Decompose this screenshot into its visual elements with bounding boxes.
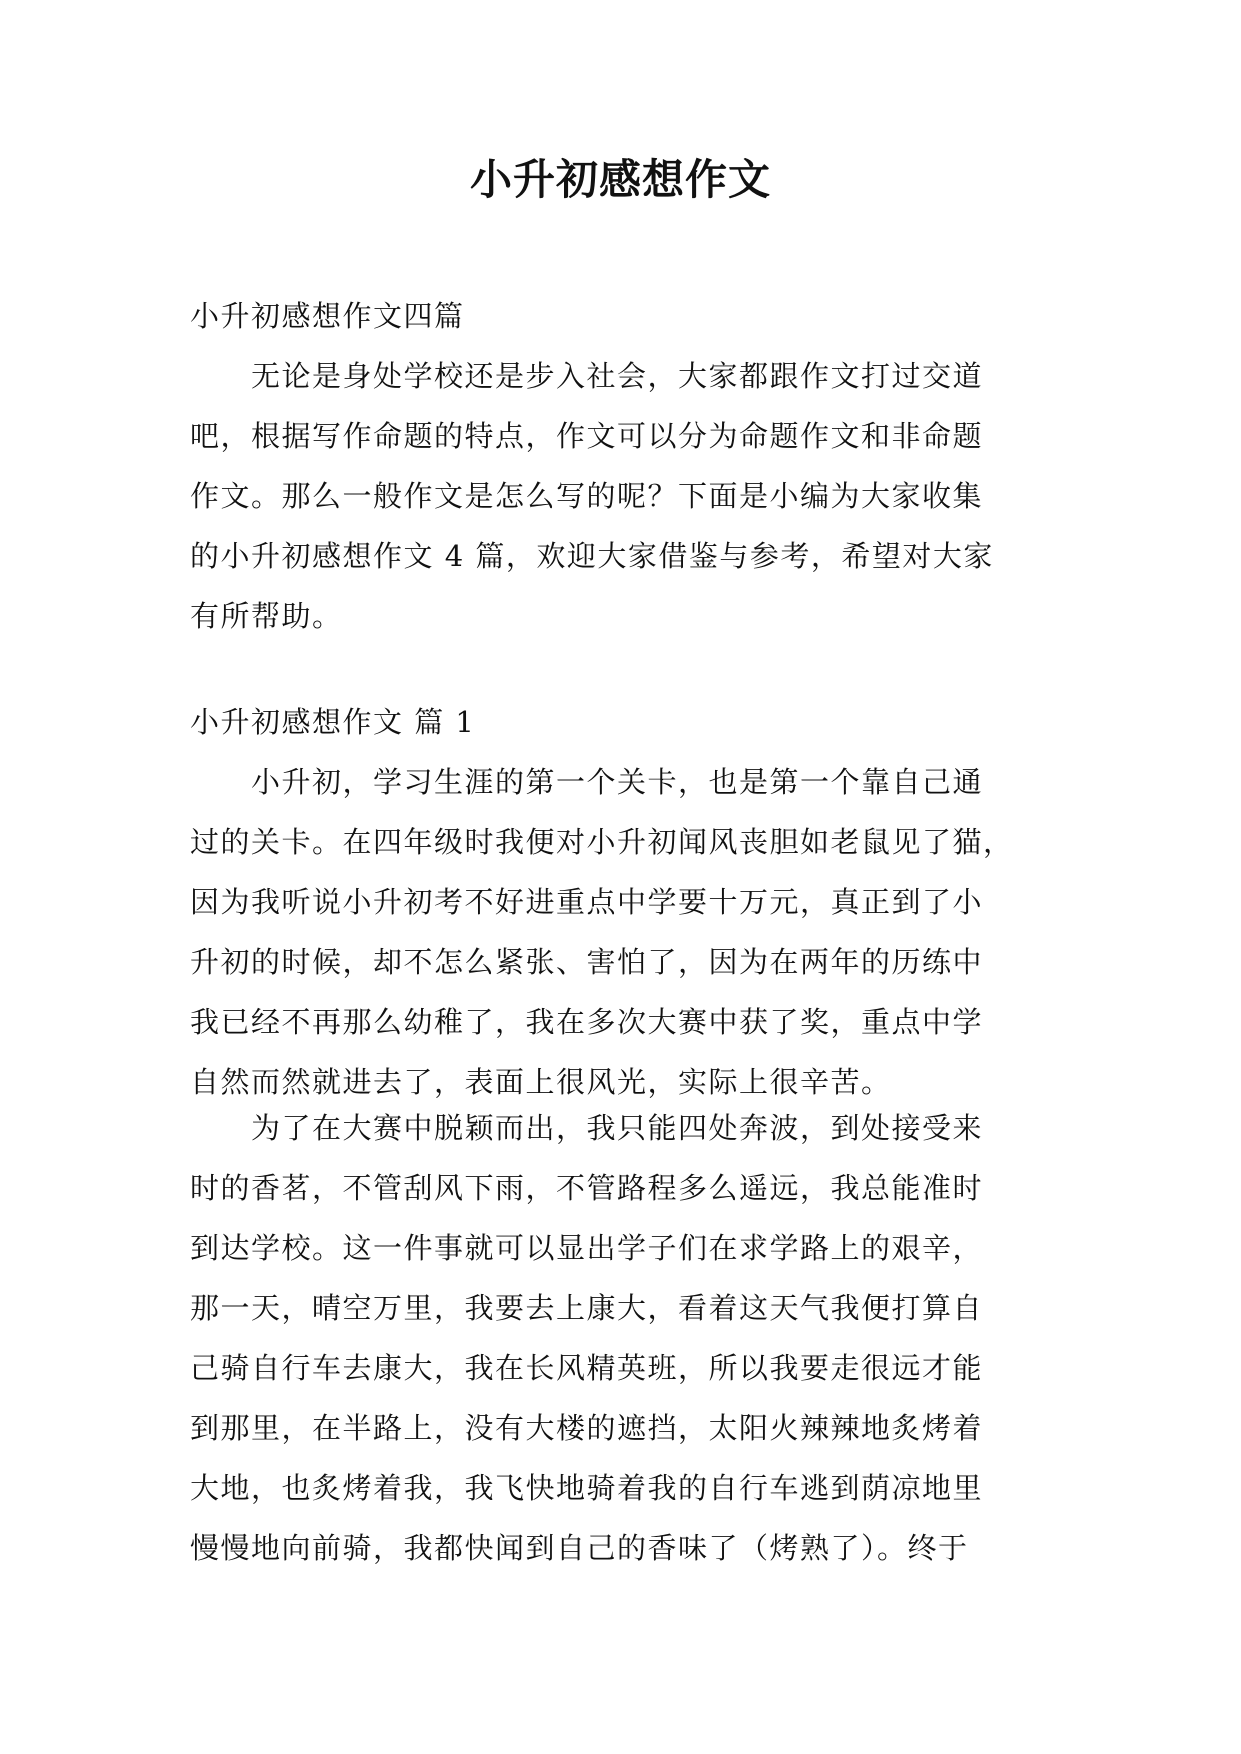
paragraph-line: 那一天，晴空万里，我要去上康大，看着这天气我便打算自	[190, 1291, 984, 1325]
paragraph-line: 我已经不再那么幼稚了，我在多次大赛中获了奖，重点中学	[190, 1005, 984, 1039]
paragraph-line: 大地，也炙烤着我，我飞快地骑着我的自行车逃到荫凉地里	[190, 1471, 984, 1505]
intro-line: 的小升初感想作文 4 篇，欢迎大家借鉴与参考，希望对大家	[190, 539, 994, 573]
intro-paragraph	[190, 346, 1050, 646]
paragraph-line: 时的香茗，不管刮风下雨，不管路程多么遥远，我总能准时	[190, 1171, 984, 1205]
intro-line: 吧，根据写作命题的特点，作文可以分为命题作文和非命题	[190, 419, 984, 453]
paragraph-line: 到那里，在半路上，没有大楼的遮挡，太阳火辣辣地炙烤着	[190, 1411, 984, 1445]
section-heading	[190, 692, 1050, 752]
paragraph-1	[190, 752, 1050, 1112]
intro-line: 作文。那么一般作文是怎么写的呢？下面是小编为大家收集	[190, 479, 984, 513]
intro-line: 无论是身处学校还是步入社会，大家都跟作文打过交道	[190, 359, 984, 393]
paragraph-line: 为了在大赛中脱颖而出，我只能四处奔波，到处接受来	[190, 1111, 984, 1145]
paragraph-line: 小升初，学习生涯的第一个关卡，也是第一个靠自己通	[190, 765, 984, 799]
document-subtitle	[190, 286, 1050, 346]
paragraph-2	[190, 1098, 1050, 1578]
section-heading-line: 小升初感想作文 篇 1	[190, 705, 476, 739]
paragraph-line: 因为我听说小升初考不好进重点中学要十万元，真正到了小	[190, 885, 984, 919]
document-title: 小升初感想作文	[469, 155, 771, 204]
paragraph-line: 到达学校。这一件事就可以显出学子们在求学路上的艰辛，	[190, 1231, 984, 1265]
paragraph-line: 过的关卡。在四年级时我便对小升初闻风丧胆如老鼠见了猫，	[190, 825, 1014, 859]
paragraph-line: 慢慢地向前骑，我都快闻到自己的香味了（烤熟了）。终于	[190, 1531, 969, 1565]
paragraph-line: 升初的时候，却不怎么紧张、害怕了，因为在两年的历练中	[190, 945, 984, 979]
paragraph-line: 己骑自行车去康大，我在长风精英班，所以我要走很远才能	[190, 1351, 984, 1385]
intro-line: 有所帮助。	[190, 599, 343, 633]
paragraph-line: 自然而然就进去了，表面上很风光，实际上很辛苦。	[190, 1065, 892, 1099]
subtitle-line: 小升初感想作文四篇	[190, 299, 465, 333]
